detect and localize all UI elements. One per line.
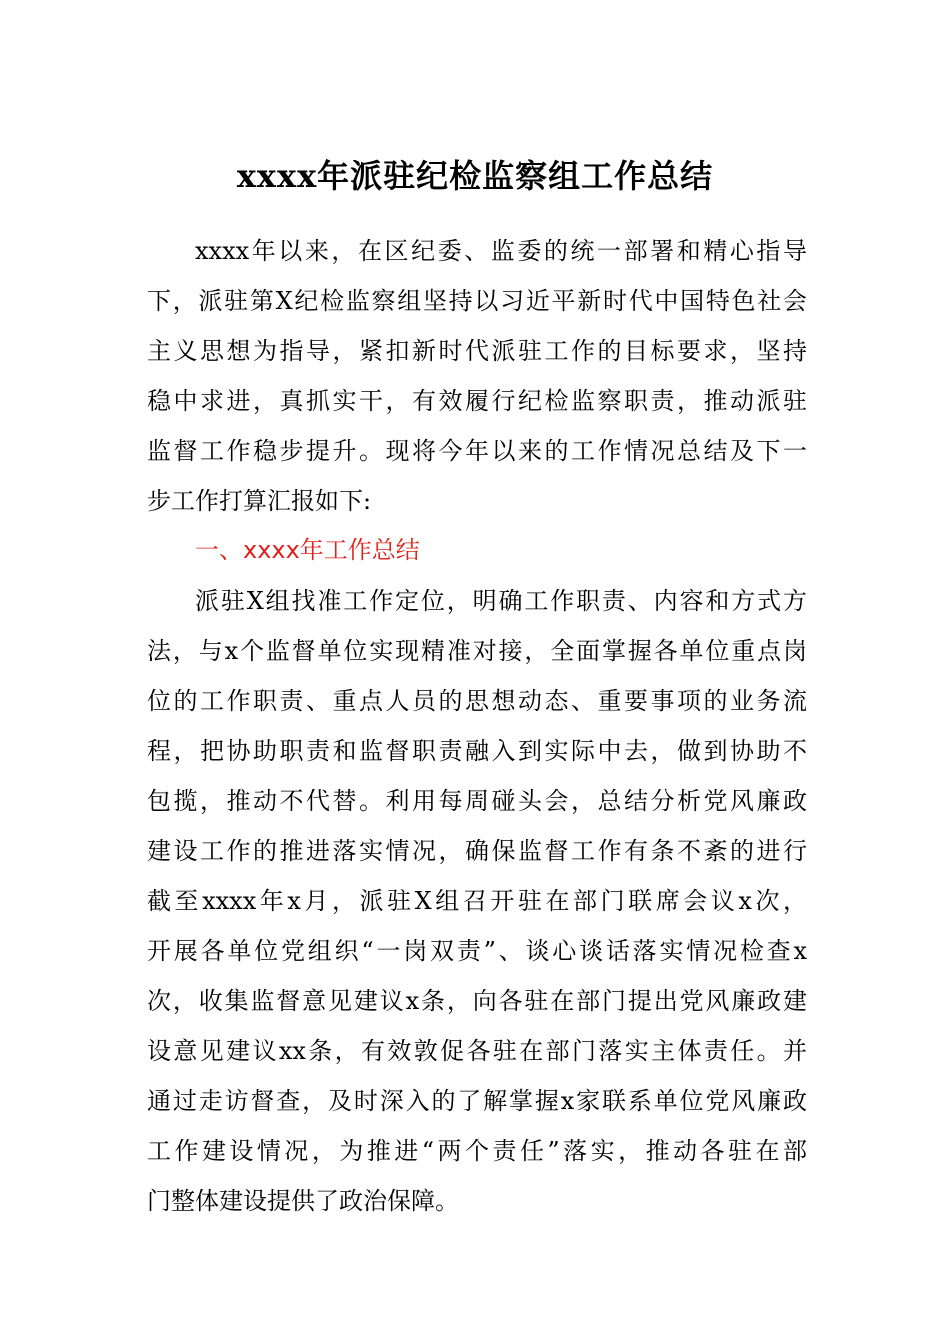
intro-line: 监督工作稳步提升。现将今年以来的工作情况总结及下一 — [147, 437, 807, 465]
section-line: 次，收集监督意见建议x条，向各驻在部门提出党风廉政建 — [147, 987, 807, 1015]
section-line: 门整体建设提供了政治保障。 — [147, 1187, 459, 1215]
intro-line: 稳中求进，真抓实干，有效履行纪检监察职责，推动派驻 — [147, 387, 807, 415]
intro-line: 主义思想为指导，紧扣新时代派驻工作的目标要求，坚持 — [147, 337, 807, 365]
section-line: 工作建设情况，为推进“两个责任”落实，推动各驻在部 — [147, 1137, 807, 1165]
section-line: 通过走访督查，及时深入的了解掌握x家联系单位党风廉政 — [147, 1087, 807, 1115]
intro-line: xxxx年以来，在区纪委、监委的统一部署和精心指导 — [195, 237, 807, 265]
section-heading: 一、xxxx年工作总结 — [195, 536, 420, 564]
section-line: 开展各单位党组织“一岗双责”、谈心谈话落实情况检查x — [147, 937, 807, 965]
intro-line: 步工作打算汇报如下: — [147, 487, 372, 515]
section-line: 截至xxxx年x月，派驻X组召开驻在部门联席会议x次， — [147, 887, 807, 915]
section-line: 包揽，推动不代替。利用每周碰头会，总结分析党风廉政 — [147, 787, 807, 815]
document-title: xxxx年派驻纪检监察组工作总结 — [236, 157, 714, 195]
section-line: 程，把协助职责和监督职责融入到实际中去，做到协助不 — [147, 737, 807, 765]
section-line: 建设工作的推进落实情况，确保监督工作有条不紊的进行 — [147, 837, 807, 865]
section-line: 法，与x个监督单位实现精准对接，全面掌握各单位重点岗 — [147, 637, 807, 665]
intro-line: 下，派驻第X纪检监察组坚持以习近平新时代中国特色社会 — [147, 287, 807, 315]
section-line: 位的工作职责、重点人员的思想动态、重要事项的业务流 — [147, 687, 807, 715]
section-line: 设意见建议xx条，有效敦促各驻在部门落实主体责任。并 — [147, 1037, 807, 1065]
section-line: 派驻X组找准工作定位，明确工作职责、内容和方式方 — [195, 587, 807, 615]
